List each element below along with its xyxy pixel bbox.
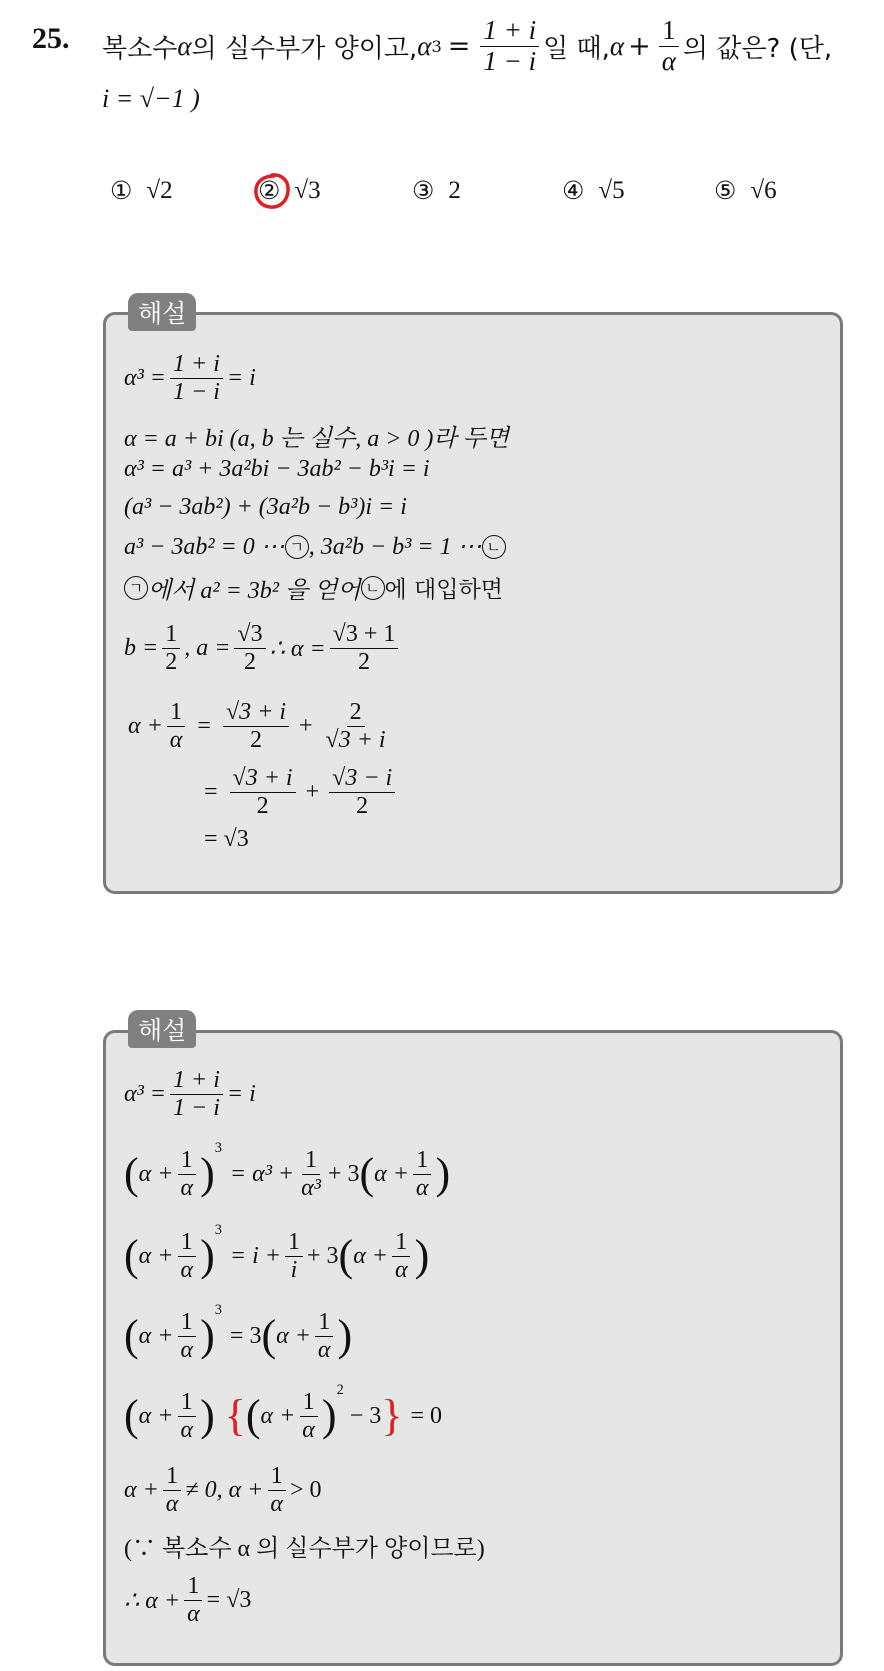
problem-condition: i = √−1 ) <box>102 84 200 113</box>
sol1-line-7: b = $\frac{1}{2}$ , a = $\frac{√3}{2}$ ∴ α = $\frac{√3 + 1}{2}$ <box>124 616 402 680</box>
answer-circle-mark <box>252 171 292 211</box>
circled-g-label: ㄱ <box>285 535 309 559</box>
sol1-line-1: α³ = $\frac{1 + i}{1 - i}$ = i <box>124 351 256 405</box>
red-right-brace: } <box>381 1391 403 1440</box>
sol1-line-2: α = a + bi (a, b 는 실수, a > 0 )라 두면 <box>124 426 509 452</box>
choice-4[interactable]: ④ √5 <box>562 177 625 205</box>
choice-2[interactable]: ② √3 <box>258 177 321 205</box>
sol1-line-5: a³ − 3ab² = 0 ⋯ ㄱ , 3a²b − b³ = 1 ⋯ ㄴ <box>124 532 506 561</box>
sol2-line-5: ( α + $\frac{1}{\alpha}$ ) { ( α + $\frac{1}{\alpha}$ ) $^2$ − 3 } = 0 <box>124 1382 442 1443</box>
sol2-line-3: ( α + $\frac{1}{\alpha}$ ) $^3$ = i + $\frac{1}{i}$ + 3 ( α + $\frac{1}{\alpha}$ ) <box>124 1222 430 1283</box>
sol2-line-2: ( α + $\frac{1}{\alpha}$ ) $^3$ = α³ + $\frac{1}{\text{α³}}$ + 3 ( α + $\frac{1}{\alpha}$ ) <box>124 1140 451 1201</box>
problem-statement: 복소수 α 의 실수부가 양이고, α 3 = $\frac{1 + i}{1 - i}$ 일 때, α + $\frac{1}{\alpha}$ 의 값은? (단, <box>102 14 833 76</box>
problem-recip-fraction: $\frac{1}{\alpha}$ <box>659 16 679 76</box>
sol1-line-6: ㄱ 에서 a² = 3b² 을 얻어 ㄴ 에 대입하면 <box>124 570 503 605</box>
circled-n-label: ㄴ <box>482 535 506 559</box>
sol2-line-7: (∵ 복소수 α 의 실수부가 양이므로) <box>124 1536 485 1562</box>
solution-tab-2: 해설 <box>128 1010 196 1048</box>
sol2-line-1: α³ = $\frac{1 + i}{1 - i}$ = i <box>124 1067 256 1121</box>
sol1-line-4: (a³ − 3ab²) + (3a²b − b³)i = i <box>124 494 407 520</box>
choice-3[interactable]: ③ 2 <box>412 177 461 205</box>
problem-number: 25. <box>32 22 70 55</box>
choice-1[interactable]: ① √2 <box>110 177 173 205</box>
choice-5[interactable]: ⑤ √6 <box>714 177 777 205</box>
sol1-line-9: = $\frac{√3 + i}{2}$ + $\frac{√3 - i}{2}$ <box>204 760 399 824</box>
sol1-line-3: α³ = a³ + 3a²bi − 3ab² − b³i = i <box>124 456 430 482</box>
red-left-brace: { <box>224 1391 246 1440</box>
problem-fraction: $\frac{1 + i}{1 - i}$ <box>480 16 539 76</box>
solution-tab-1: 해설 <box>128 293 196 331</box>
sol2-line-8: ∴ α + $\frac{1}{\alpha}$ = √3 <box>124 1573 252 1627</box>
sol1-line-10: = √3 <box>204 826 249 852</box>
sol2-line-4: ( α + $\frac{1}{\alpha}$ ) $^3$ = 3 ( α + $\frac{1}{\alpha}$ ) <box>124 1302 353 1363</box>
sol2-line-6: α + $\frac{1}{\alpha}$ ≠ 0, α + $\frac{1}{\alpha}$ > 0 <box>124 1463 322 1517</box>
sol1-line-8: α + $\frac{1}{\alpha}$ = $\frac{√3 + i}{2}$ + $\frac{2}{√3 + i}$ <box>128 699 386 753</box>
